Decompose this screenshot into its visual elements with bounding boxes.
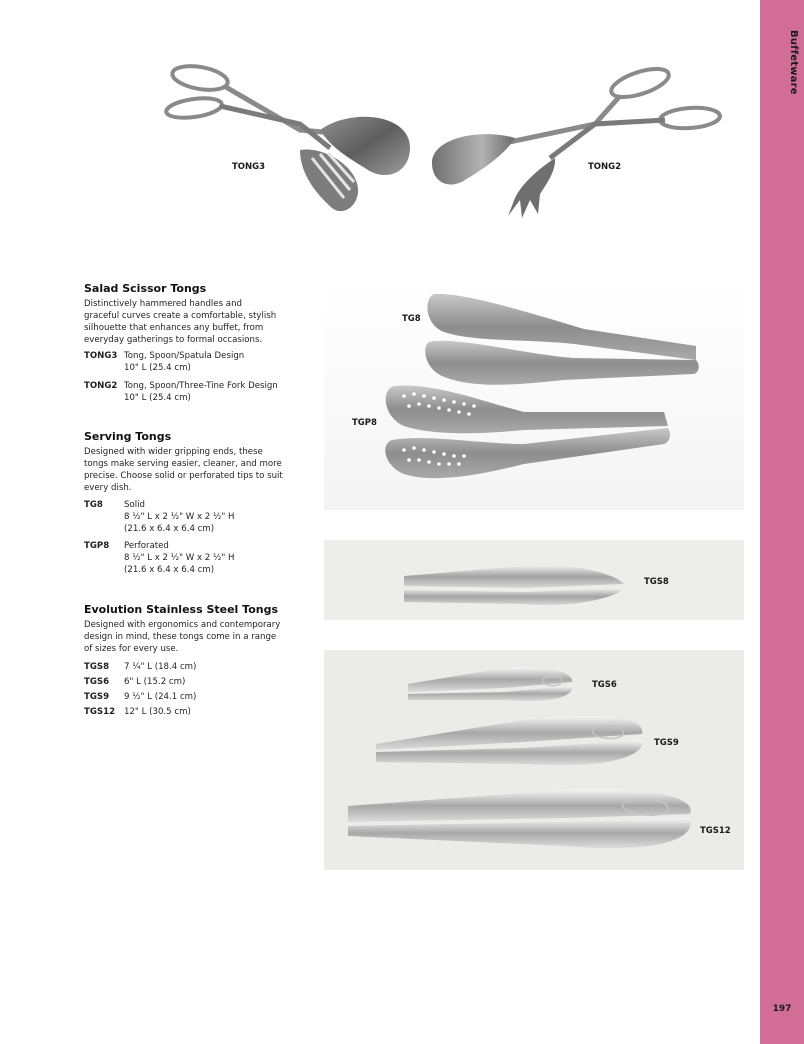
evolution-tongs-sizes-photo bbox=[324, 650, 744, 870]
salad-scissor-tongs-section bbox=[84, 282, 324, 404]
sku: TONG3 bbox=[84, 351, 118, 361]
serving-tongs-description: Designed with wider gripping ends, these tongs make serving easier, cleaner, and more precise. Choose solid or perforated tips to suit every dish. bbox=[84, 447, 283, 493]
sku: TONG2 bbox=[84, 381, 118, 391]
product-size: 10" L (25.4 cm) bbox=[124, 393, 191, 403]
product-row-tg8 bbox=[84, 499, 324, 535]
callout-tong3: TONG3 bbox=[232, 162, 266, 172]
product-row-tgs12 bbox=[84, 706, 324, 718]
product-row-tgp8 bbox=[84, 540, 324, 576]
product-row-tgs6 bbox=[84, 676, 324, 688]
product-row-tgs8 bbox=[84, 661, 324, 673]
serving-tongs-section bbox=[84, 430, 324, 576]
callout-tgp8: TGP8 bbox=[352, 418, 377, 428]
product-row-tong3 bbox=[84, 350, 324, 374]
product-size: 10" L (25.4 cm) bbox=[124, 363, 191, 373]
salad-scissor-tongs-photo bbox=[160, 58, 730, 238]
evolution-tongs-description: Designed with ergonomics and contemporary design in mind, these tongs come in a range of sizes for every use. bbox=[84, 620, 281, 654]
sku: TGS6 bbox=[84, 677, 110, 687]
callout-tg8: TG8 bbox=[402, 314, 421, 324]
sku: TGP8 bbox=[84, 541, 110, 551]
product-name: Perforated bbox=[124, 541, 169, 551]
product-name: Solid bbox=[124, 500, 145, 510]
callout-tgs6: TGS6 bbox=[592, 680, 617, 690]
evolution-tongs-heading: Evolution Stainless Steel Tongs bbox=[84, 603, 279, 616]
sku: TGS12 bbox=[84, 707, 116, 717]
product-size: 12" L (30.5 cm) bbox=[124, 707, 191, 717]
product-name: Tong, Spoon/Three-Tine Fork Design bbox=[124, 381, 278, 391]
product-size: 8 ½" L x 2 ½" W x 2 ½" H bbox=[124, 512, 235, 522]
product-row-tong2 bbox=[84, 380, 324, 404]
serving-tongs-photo bbox=[324, 284, 744, 510]
product-name: Tong, Spoon/Spatula Design bbox=[124, 351, 245, 361]
product-size-metric: (21.6 x 6.4 x 6.4 cm) bbox=[124, 565, 215, 575]
sku: TG8 bbox=[84, 500, 103, 510]
product-row-tgs9 bbox=[84, 691, 324, 703]
product-size: 6" L (15.2 cm) bbox=[124, 677, 186, 687]
salad-tongs-heading: Salad Scissor Tongs bbox=[84, 282, 207, 295]
sku: TGS8 bbox=[84, 662, 110, 672]
callout-tong2: TONG2 bbox=[588, 162, 622, 172]
product-size: 7 ¼" L (18.4 cm) bbox=[124, 662, 197, 672]
page-number: 197 bbox=[772, 1004, 792, 1014]
callout-tgs12: TGS12 bbox=[700, 826, 731, 836]
callout-tgs8: TGS8 bbox=[644, 577, 669, 587]
callout-tgs9: TGS9 bbox=[654, 738, 679, 748]
evolution-tongs-section bbox=[84, 603, 324, 718]
serving-tongs-heading: Serving Tongs bbox=[84, 430, 172, 443]
evolution-tgs8-photo bbox=[324, 540, 744, 620]
sku: TGS9 bbox=[84, 692, 110, 702]
section-side-tab bbox=[760, 0, 804, 1044]
salad-tongs-description: Distinctively hammered handles and graceful curves create a comfortable, stylish silhouette that enhances any buffet, from everyday gatherings to formal occasions. bbox=[84, 299, 277, 345]
product-size: 9 ½" L (24.1 cm) bbox=[124, 692, 197, 702]
section-title: Buffetware bbox=[788, 30, 799, 95]
product-size: 8 ½" L x 2 ½" W x 2 ½" H bbox=[124, 553, 235, 563]
product-size-metric: (21.6 x 6.4 x 6.4 cm) bbox=[124, 524, 215, 534]
